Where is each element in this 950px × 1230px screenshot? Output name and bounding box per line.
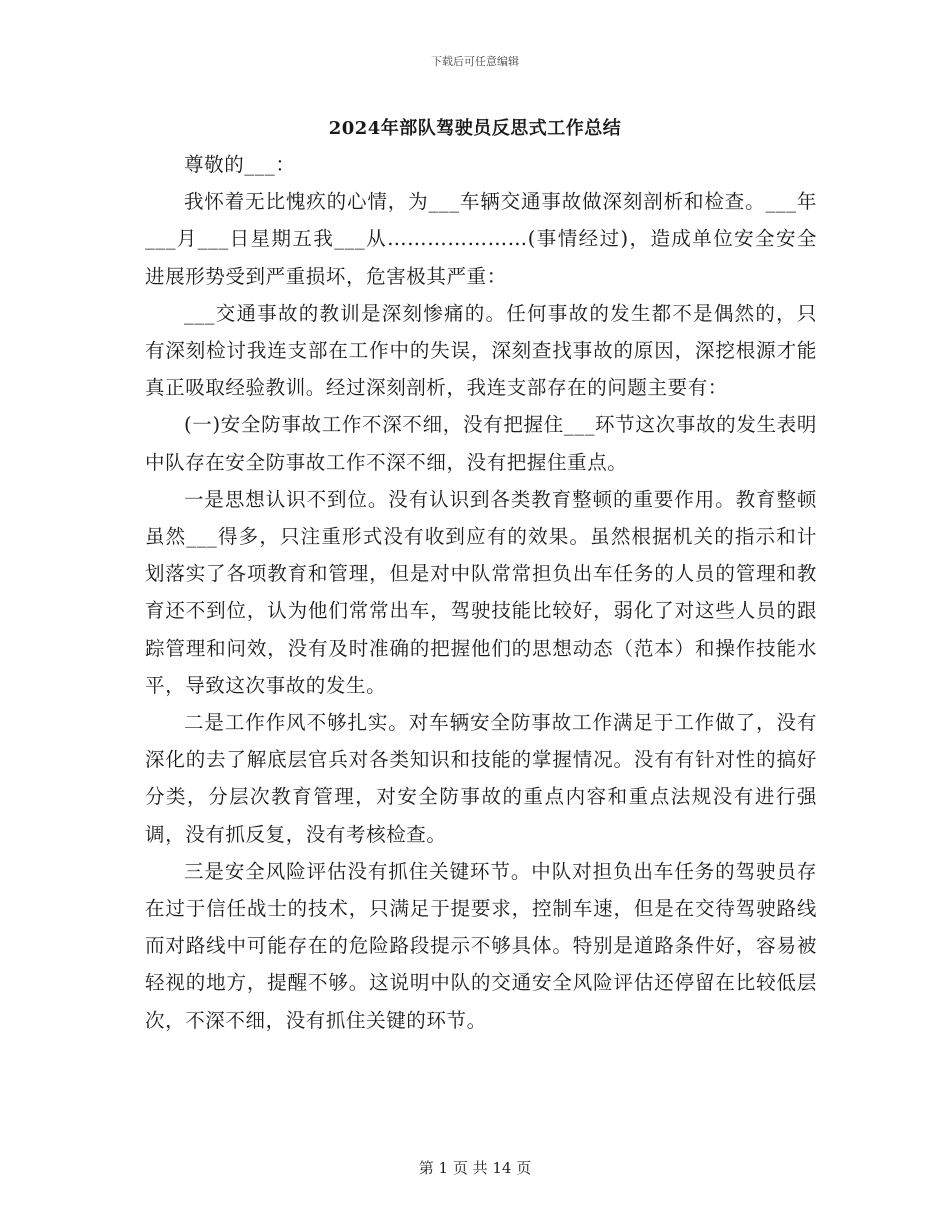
document-body xyxy=(145,146,817,1039)
document-title: 2024年部队驾驶员反思式工作总结 xyxy=(328,118,622,139)
body-paragraph: ___交通事故的教训是深刻惨痛的。任何事故的发生都不是偶然的，只有深刻检讨我连支部在工作中的失误，深刻查找事故的原因，深挖根源才能真正吸取经验教训。经过深刻剖析，我连支部存在的问题主要有： xyxy=(145,301,817,400)
page-number-footer: 第 1 页 共 14 页 xyxy=(418,1159,532,1177)
body-paragraph: 我怀着无比愧疚的心情，为___车辆交通事故做深刻剖析和检查。___年___月___日星期五我___从…………………(事情经过)，造成单位安全安全进展形势受到严重损坏，危害极其严重： xyxy=(145,190,817,288)
body-paragraph: 二是工作作风不够扎实。对车辆安全防事故工作满足于工作做了，没有深化的去了解底层官兵对各类知识和技能的掌握情况。没有有针对性的搞好分类，分层次教育管理，对安全防事故的重点内容和重点法规没有进行强调，没有抓反复，没有考核检查。 xyxy=(145,711,817,846)
page-header-note: 下载后可任意编辑 xyxy=(431,55,519,68)
body-paragraph: 三是安全风险评估没有抓住关键环节。中队对担负出车任务的驾驶员存在过于信任战士的技术，只满足于提要求，控制车速，但是在交待驾驶路线而对路线中可能存在的危险路段提示不够具体。特别是道路条件好，容易被轻视的地方，提醒不够。这说明中队的交通安全风险评估还停留在比较低层次，不深不细，没有抓住关键的环节。 xyxy=(145,859,817,1032)
body-paragraph: 一是思想认识不到位。没有认识到各类教育整顿的重要作用。教育整顿虽然___得多，只注重形式没有收到应有的效果。虽然根据机关的指示和计划落实了各项教育和管理，但是对中队常常担负出车任务的人员的管理和教育还不到位，认为他们常常出车，驾驶技能比较好，弱化了对这些人员的跟踪管理和问效，没有及时准确的把握他们的思想动态（范本）和操作技能水平，导致这次事故的发生。 xyxy=(145,487,817,697)
body-paragraph: (一)安全防事故工作不深不细，没有把握住___环节这次事故的发生表明中队存在安全防事故工作不深不细，没有把握住重点。 xyxy=(145,413,817,474)
salutation-paragraph: 尊敬的___： xyxy=(184,153,296,176)
